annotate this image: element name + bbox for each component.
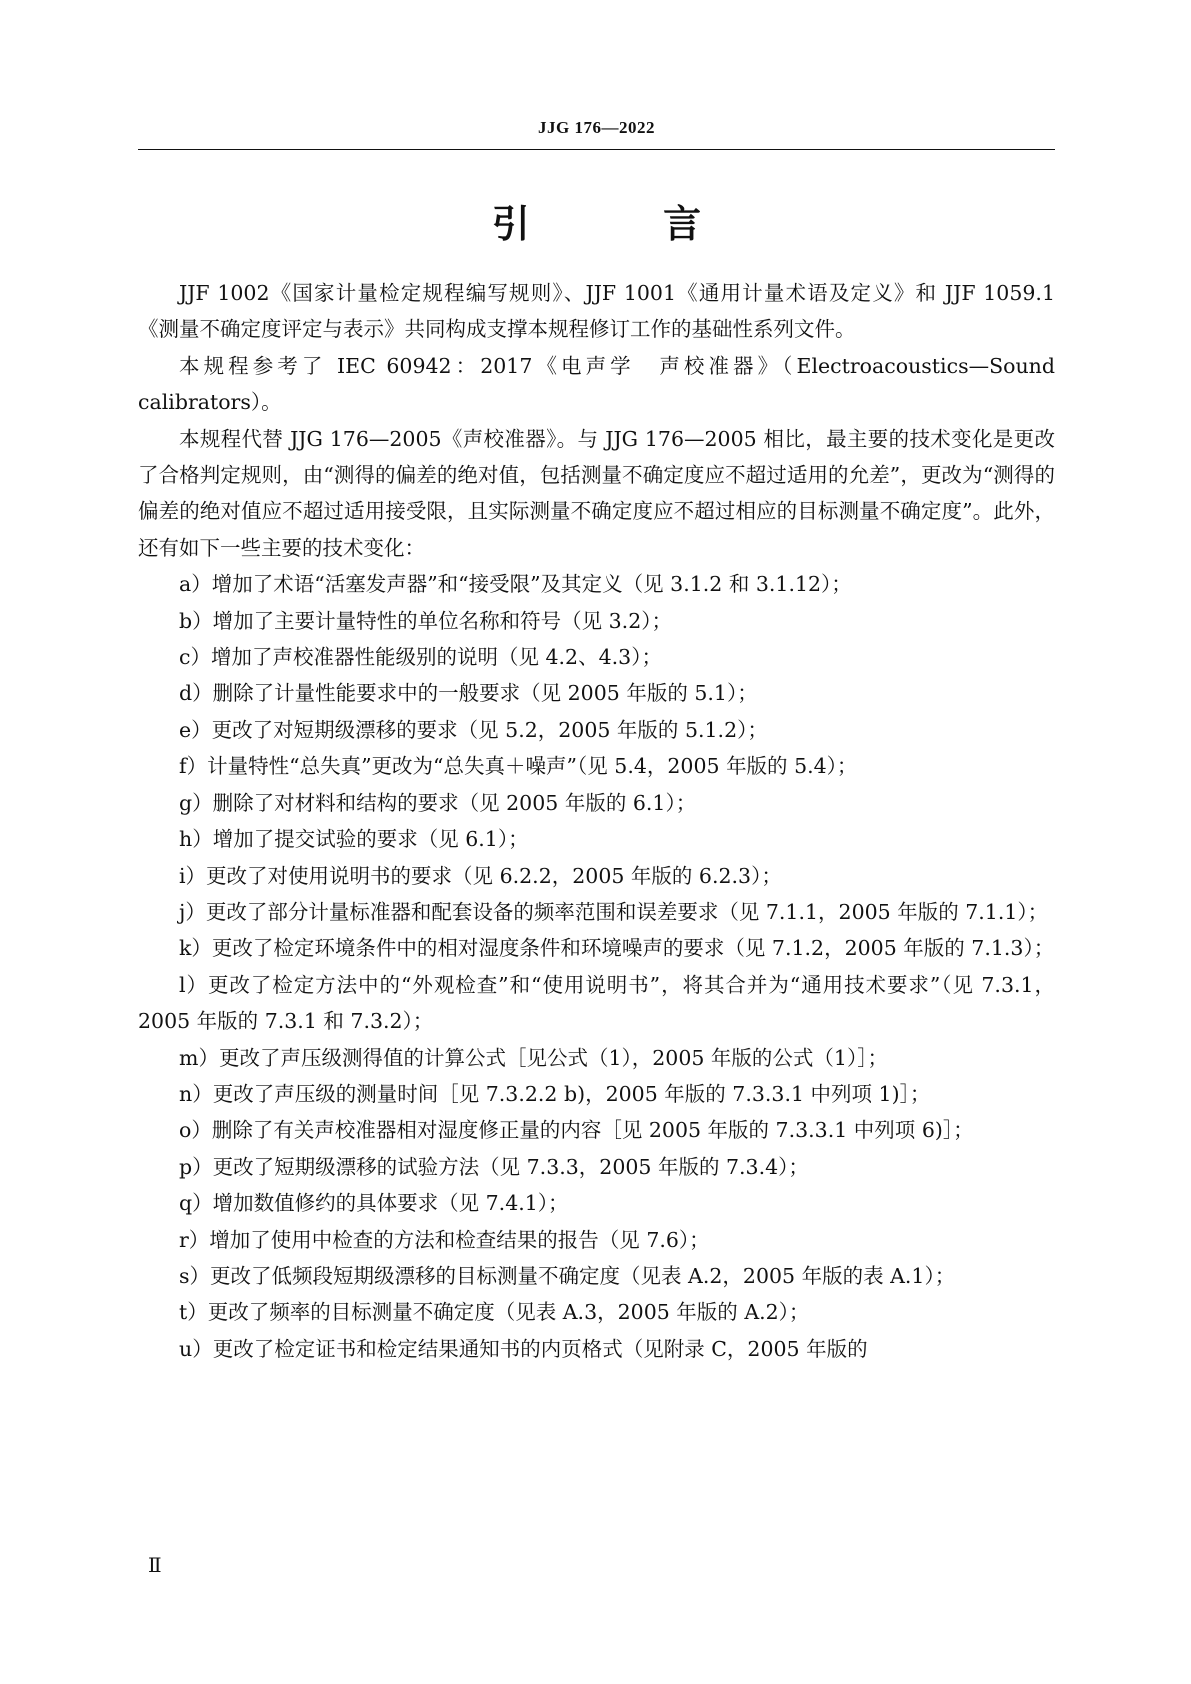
list-item: p）更改了短期级漂移的试验方法（见 7.3.3，2005 年版的 7.3.4）； <box>179 1154 809 1179</box>
list-item: u）更改了检定证书和检定结果通知书的内页格式（见附录 C，2005 年版的 <box>179 1336 868 1361</box>
list-item: t）更改了频率的目标测量不确定度（见表 A.3，2005 年版的 A.2）； <box>179 1300 810 1325</box>
list-item: n）更改了声压级的测量时间［见 7.3.2.2 b)，2005 年版的 7.3.3.1 中列项 1)］； <box>179 1081 931 1106</box>
list-item: j）更改了部分计量标准器和配套设备的频率范围和误差要求（见 7.1.1，2005 年版的 7.1.1）； <box>179 899 1049 924</box>
list-item: l）更改了检定方法中的“外观检查”和“使用说明书”，将其合并为“通用技术要求”（见 7.3.1，2005 年版的 7.3.1 和 7.3.2）； <box>138 972 1055 1034</box>
list-item: m）更改了声压级测得值的计算公式［见公式（1），2005 年版的公式（1）］； <box>179 1045 888 1070</box>
body-text <box>138 275 1055 1367</box>
list-item: f）计量特性“总失真”更改为“总失真＋噪声”（见 5.4，2005 年版的 5.4）； <box>179 754 858 779</box>
list-item: a）增加了术语“活塞发声器”和“接受限”及其定义（见 3.1.2 和 3.1.12）； <box>179 572 852 597</box>
paragraph: JJF 1002《国家计量检定规程编写规则》、JJF 1001《通用计量术语及定义》和 JJF 1059.1《测量不确定度评定与表示》共同构成支撑本规程修订工作的基础性系列文件。 <box>138 281 1055 342</box>
list-item: i）更改了对使用说明书的要求（见 6.2.2，2005 年版的 6.2.3）； <box>179 863 782 888</box>
paragraph: 本规程代替 JJG 176—2005《声校准器》。与 JJG 176—2005 相比，最主要的技术变化是更改了合格判定规则，由“测得的偏差的绝对值，包括测量不确定度应不超过适用的允差”，更改为“测得的偏差的绝对值应不超过适用接受限，且实际测量不确定度应不超过相应的目标测量不确定度”。此外，还有如下一些主要的技术变化： <box>138 426 1055 560</box>
list-item: o）删除了有关声校准器相对湿度修正量的内容［见 2005 年版的 7.3.3.1 中列项 6)］； <box>179 1118 974 1143</box>
list-item: c）增加了声校准器性能级别的说明（见 4.2、4.3）； <box>179 645 662 670</box>
list-item: s）更改了低频段短期级漂移的目标测量不确定度（见表 A.2，2005 年版的表 A.1）； <box>179 1263 956 1288</box>
header-rule <box>138 149 1055 150</box>
list-item: g）删除了对材料和结构的要求（见 2005 年版的 6.1）； <box>179 790 697 815</box>
paragraph: 本规程参考了 IEC 60942：2017《电声学 声校准器》（Electroacoustics—Sound calibrators）。 <box>138 353 1055 415</box>
section-title: 引 言 <box>491 202 762 246</box>
document-code-header: JJG 176—2022 <box>538 118 655 137</box>
list-item: e）更改了对短期级漂移的要求（见 5.2，2005 年版的 5.1.2）； <box>179 717 768 742</box>
list-item: h）增加了提交试验的要求（见 6.1）； <box>179 827 529 852</box>
list-item: d）删除了计量性能要求中的一般要求（见 2005 年版的 5.1）； <box>179 681 758 706</box>
page-number: Ⅱ <box>148 1555 162 1577</box>
list-item: k）更改了检定环境条件中的相对湿度条件和环境噪声的要求（见 7.1.2，2005 年版的 7.1.3）； <box>179 936 1055 961</box>
list-item: b）增加了主要计量特性的单位名称和符号（见 3.2）； <box>179 608 672 633</box>
list-item: r）增加了使用中检查的方法和检查结果的报告（见 7.6）； <box>179 1227 710 1252</box>
list-item: q）增加数值修约的具体要求（见 7.4.1）； <box>179 1191 569 1216</box>
